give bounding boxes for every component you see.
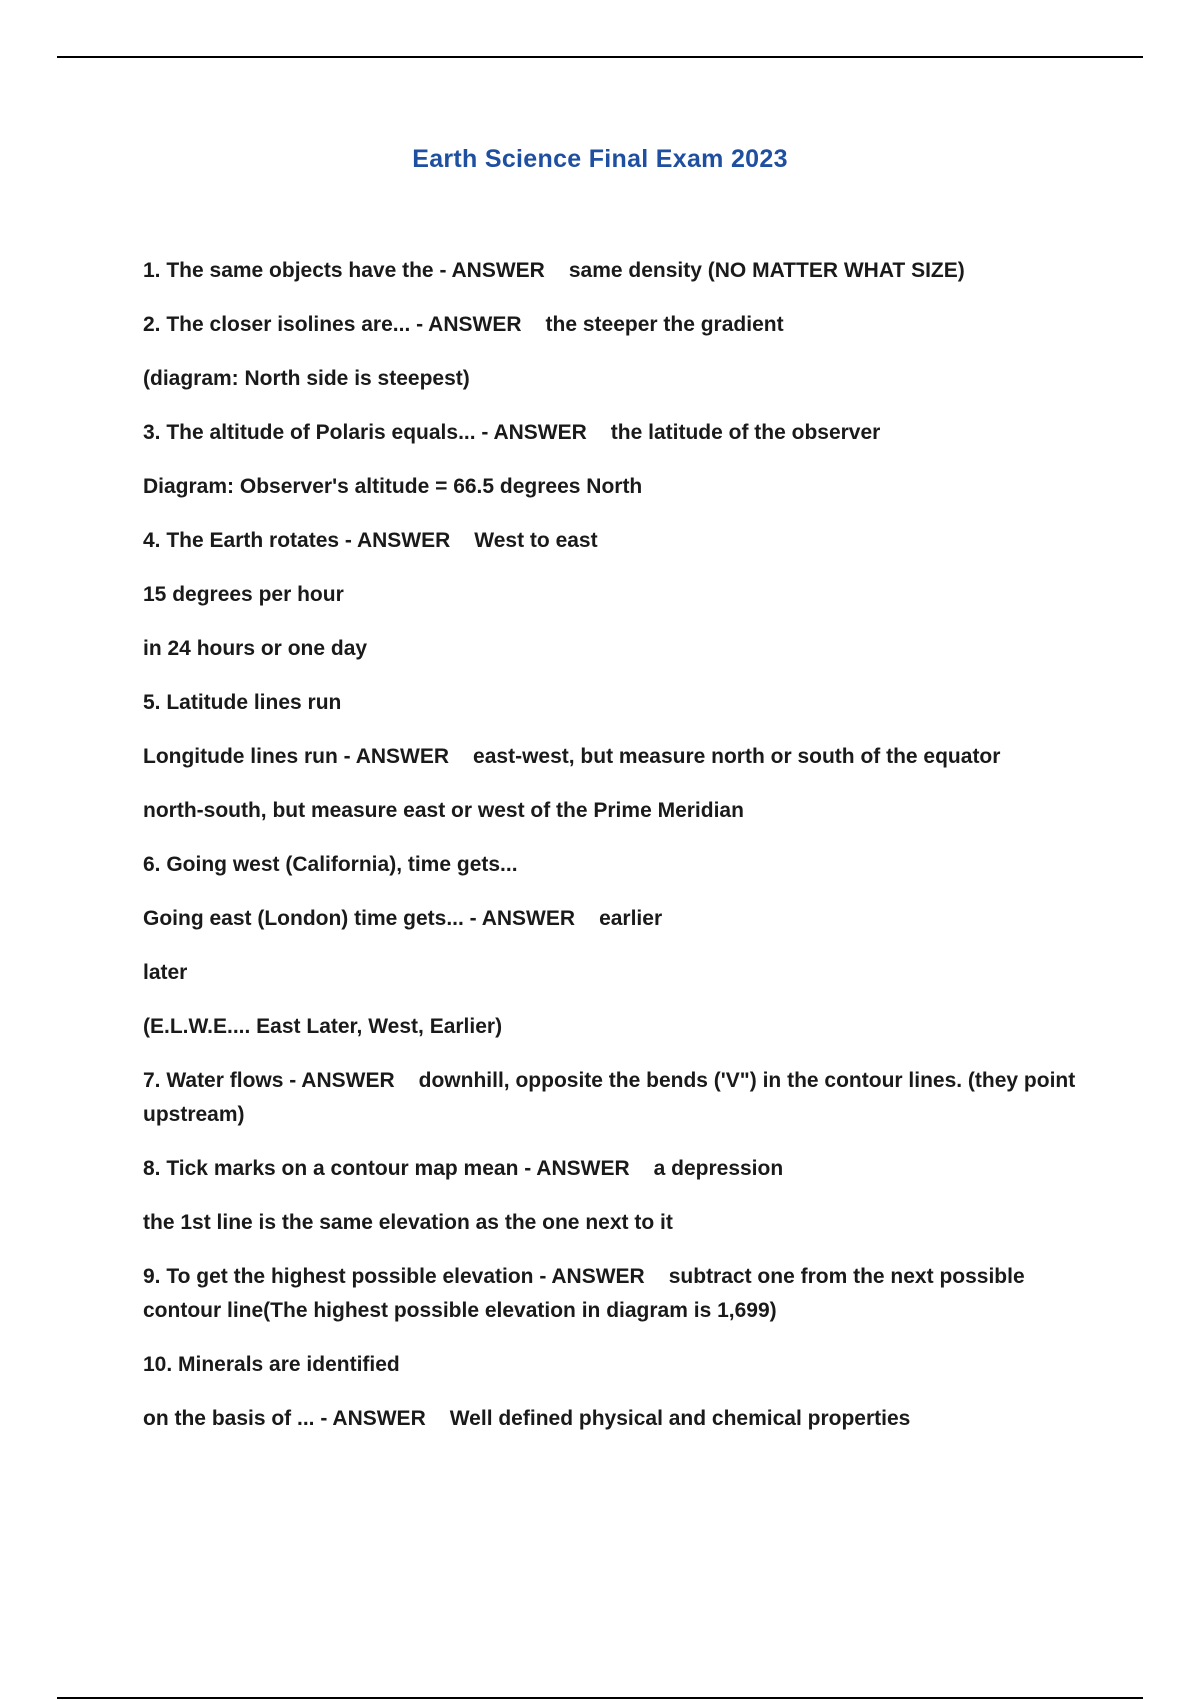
qa-line	[143, 902, 1101, 936]
question-text: Going east (London) time gets... - ANSWER	[143, 907, 576, 930]
qa-line	[143, 1348, 1101, 1382]
answer-text: earlier	[599, 907, 663, 930]
qa-line	[143, 1064, 1101, 1132]
answer-text: downhill, opposite the bends ('V") in the contour lines. (they point upstream)	[143, 1069, 1076, 1126]
answer-text: West to east	[474, 529, 598, 552]
qa-line	[143, 956, 1101, 990]
answer-text: a depression	[653, 1157, 784, 1180]
qa-line	[143, 1206, 1101, 1240]
answer-text: subtract one from the next possible contour line(The highest possible elevation in diagram is 1,699)	[143, 1265, 1025, 1322]
question-text: 1. The same objects have the - ANSWER	[143, 259, 545, 282]
qa-line	[143, 1152, 1101, 1186]
document-title: Earth Science Final Exam 2023	[412, 145, 788, 173]
answer-text: same density (NO MATTER WHAT SIZE)	[568, 259, 965, 282]
note-text: 15 degrees per hour	[143, 583, 344, 606]
question-text: 6. Going west (California), time gets...	[143, 853, 518, 876]
question-text: on the basis of ... - ANSWER	[143, 1407, 426, 1430]
qa-list	[143, 254, 1101, 1456]
qa-line	[143, 362, 1101, 396]
answer-text: the steeper the gradient	[545, 313, 784, 336]
qa-line	[143, 254, 1101, 288]
note-text: in 24 hours or one day	[143, 637, 368, 660]
question-text: 3. The altitude of Polaris equals... - ANSWER	[143, 421, 587, 444]
answer-text: east-west, but measure north or south of the equator	[473, 745, 1001, 768]
qa-line	[143, 1260, 1101, 1328]
bottom-rule	[57, 1697, 1143, 1699]
question-text: 4. The Earth rotates - ANSWER	[143, 529, 451, 552]
qa-line	[143, 470, 1101, 504]
qa-line	[143, 308, 1101, 342]
qa-line	[143, 740, 1101, 774]
note-text: the 1st line is the same elevation as the one next to it	[143, 1211, 673, 1234]
qa-line	[143, 848, 1101, 882]
question-text: 2. The closer isolines are... - ANSWER	[143, 313, 522, 336]
qa-line	[143, 416, 1101, 450]
note-text: Diagram: Observer's altitude = 66.5 degrees North	[143, 475, 643, 498]
qa-line	[143, 632, 1101, 666]
answer-text: the latitude of the observer	[610, 421, 881, 444]
qa-line	[143, 1402, 1101, 1436]
question-text: 9. To get the highest possible elevation - ANSWER	[143, 1265, 645, 1288]
question-text: Longitude lines run - ANSWER	[143, 745, 450, 768]
note-text: (E.L.W.E.... East Later, West, Earlier)	[143, 1015, 503, 1038]
answer-text: Well defined physical and chemical properties	[449, 1407, 911, 1430]
qa-line	[143, 794, 1101, 828]
top-rule	[57, 56, 1143, 58]
note-text: (diagram: North side is steepest)	[143, 367, 470, 390]
question-text: 5. Latitude lines run	[143, 691, 342, 714]
qa-line	[143, 524, 1101, 558]
question-text: 10. Minerals are identified	[143, 1353, 400, 1376]
note-text: north-south, but measure east or west of the Prime Meridian	[143, 799, 744, 822]
qa-line	[143, 686, 1101, 720]
question-text: 8. Tick marks on a contour map mean - ANSWER	[143, 1157, 630, 1180]
qa-line	[143, 1010, 1101, 1044]
note-text: later	[143, 961, 188, 984]
question-text: 7. Water flows - ANSWER	[143, 1069, 395, 1092]
qa-line	[143, 578, 1101, 612]
